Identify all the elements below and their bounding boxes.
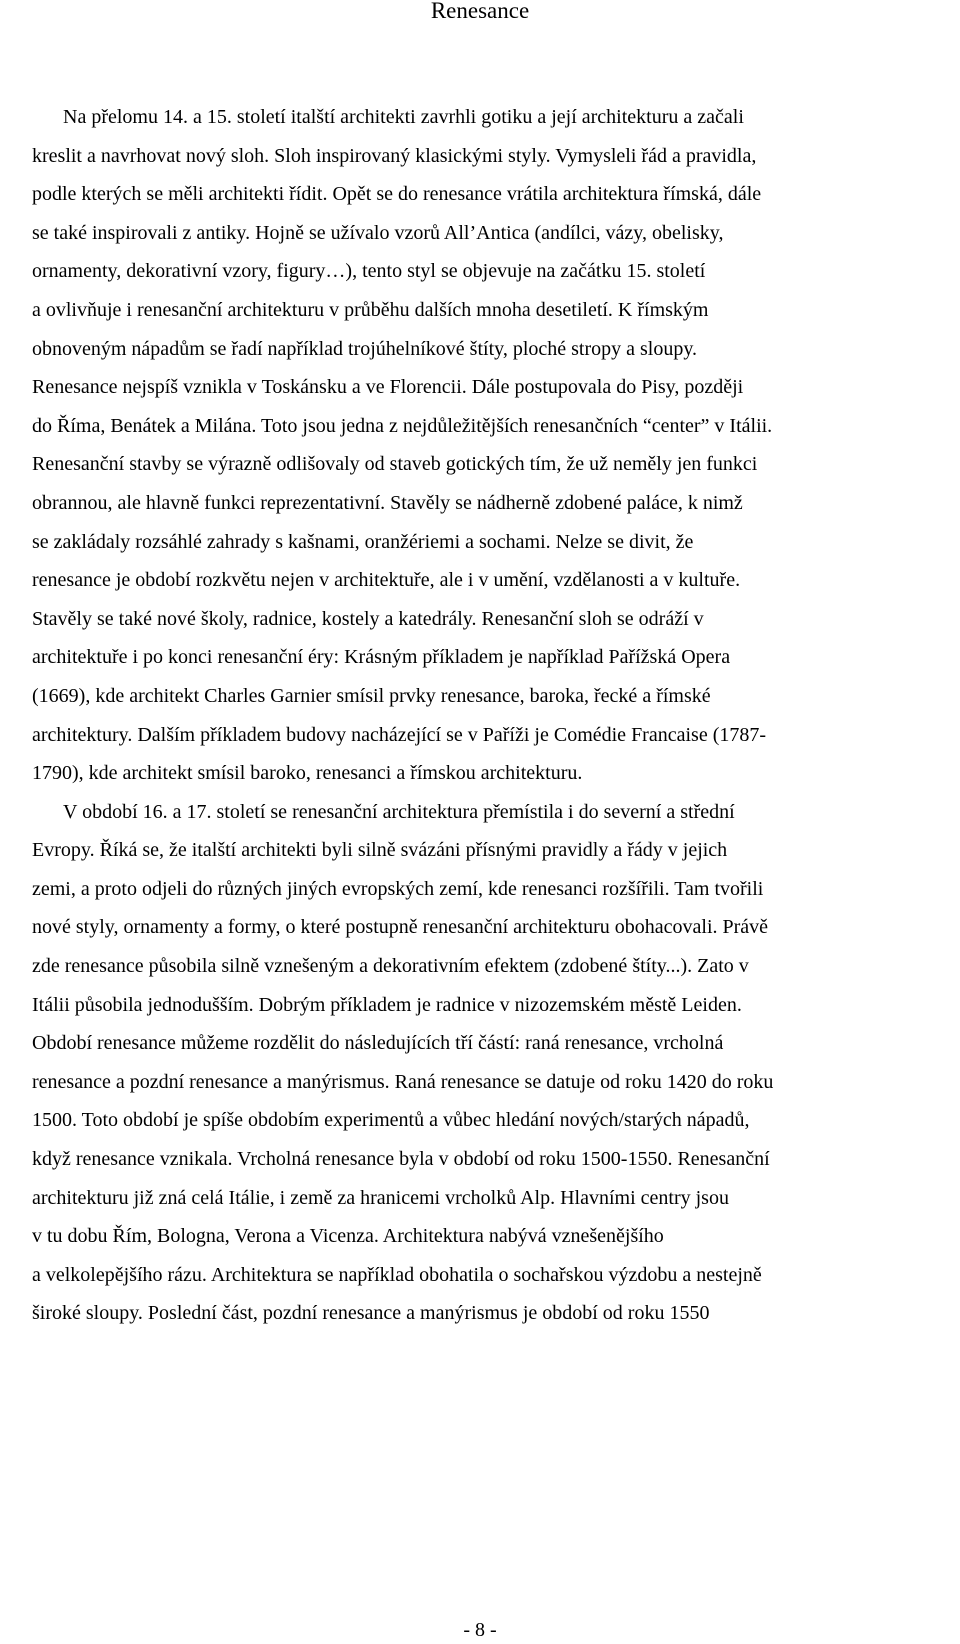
body-text (32, 98, 932, 1333)
text-line: V období 16. a 17. století se renesanční architektura přemístila i do severní a střední (63, 800, 735, 823)
text-line: široké sloupy. Poslední část, pozdní renesance a manýrismus je období od roku 1550 (32, 1302, 710, 1325)
text-line: obrannou, ale hlavně funkci reprezentativní. Stavěly se nádherně zdobené paláce, k nimž (32, 491, 743, 514)
text-line: architektuře i po konci renesanční éry: Krásným příkladem je například Pařížská Opera (32, 646, 731, 669)
text-line: a ovlivňuje i renesanční architekturu v průběhu dalších mnoha desetiletí. K římským (32, 298, 709, 321)
page-title: Renesance (430, 0, 530, 23)
text-line: zemi, a proto odjeli do různých jiných evropských zemí, kde renesanci rozšířili. Tam tvořili (32, 877, 764, 900)
text-line: Renesanční stavby se výrazně odlišovaly od staveb gotických tím, že už neměly jen funkci (32, 453, 758, 476)
text-line: nové styly, ornamenty a formy, o které postupně renesanční architekturu obohacovali. Právě (32, 916, 769, 939)
text-line: Renesance nejspíš vznikla v Toskánsku a ve Florencii. Dále postupovala do Pisy, později (32, 376, 744, 399)
text-line: renesance je období rozkvětu nejen v architektuře, ale i v umění, vzdělanosti a v kultuře. (32, 569, 741, 592)
text-line: zde renesance působila silně vznešeným a dekorativním efektem (zdobené štíty...). Zato v (32, 955, 749, 978)
text-line: se zakládaly rozsáhlé zahrady s kašnami, oranžériemi a sochami. Nelze se divit, že (32, 530, 694, 553)
text-line: kreslit a navrhovat nový sloh. Sloh inspirovaný klasickými styly. Vymysleli řád a pravidla, (32, 144, 757, 167)
text-line: obnoveným nápadům se řadí například trojúhelníkové štíty, ploché stropy a sloupy. (32, 337, 698, 360)
text-line: architektury. Dalším příkladem budovy nacházející se v Paříži je Comédie Francaise (1787- (32, 723, 767, 746)
text-line: Období renesance můžeme rozdělit do následujících tří částí: raná renesance, vrcholná (32, 1032, 724, 1055)
paragraph (32, 98, 932, 793)
text-line: Itálii působila jednodušším. Dobrým příkladem je radnice v nizozemském městě Leiden. (32, 993, 742, 1016)
text-line: architekturu již zná celá Itálie, i země za hranicemi vrcholků Alp. Hlavními centry jsou (32, 1186, 729, 1209)
text-line: Evropy. Říká se, že italští architekti byli silně svázáni přísnými pravidly a řády v jejich (32, 839, 728, 862)
text-line: a velkolepějšího rázu. Architektura se například obohatila o sochařskou výzdobu a nestejně (32, 1263, 762, 1286)
text-line: podle kterých se měli architekti řídit. Opět se do renesance vrátila architektura římská, dále (32, 183, 762, 206)
text-line: v tu dobu Řím, Bologna, Verona a Vicenza. Architektura nabývá vznešenějšího (32, 1225, 664, 1248)
page-number: - 8 - (463, 1619, 497, 1641)
text-line: do Říma, Benátek a Milána. Toto jsou jedna z nejdůležitějších renesančních “center” v Itálii. (32, 414, 773, 437)
text-line: ornamenty, dekorativní vzory, figury…), tento styl se objevuje na začátku 15. století (32, 260, 706, 283)
text-line: se také inspirovali z antiky. Hojně se užívalo vzorů All’Antica (andílci, vázy, obelisky, (32, 221, 724, 244)
text-line: Stavěly se také nové školy, radnice, kostely a katedrály. Renesanční sloh se odráží v (32, 607, 704, 630)
text-line: když renesance vznikala. Vrcholná renesance byla v období od roku 1500-1550. Renesanční (32, 1148, 770, 1171)
paragraph (32, 793, 932, 1333)
text-line: 1500. Toto období je spíše obdobím experimentů a vůbec hledání nových/starých nápadů, (32, 1109, 750, 1132)
text-line: (1669), kde architekt Charles Garnier smísil prvky renesance, baroka, řecké a římské (32, 684, 711, 707)
text-line: 1790), kde architekt smísil baroko, renesanci a římskou architekturu. (32, 762, 583, 785)
text-line: renesance a pozdní renesance a manýrismus. Raná renesance se datuje od roku 1420 do roku (32, 1070, 774, 1093)
text-line: Na přelomu 14. a 15. století italští architekti zavrhli gotiku a její architekturu a začali (63, 106, 744, 128)
